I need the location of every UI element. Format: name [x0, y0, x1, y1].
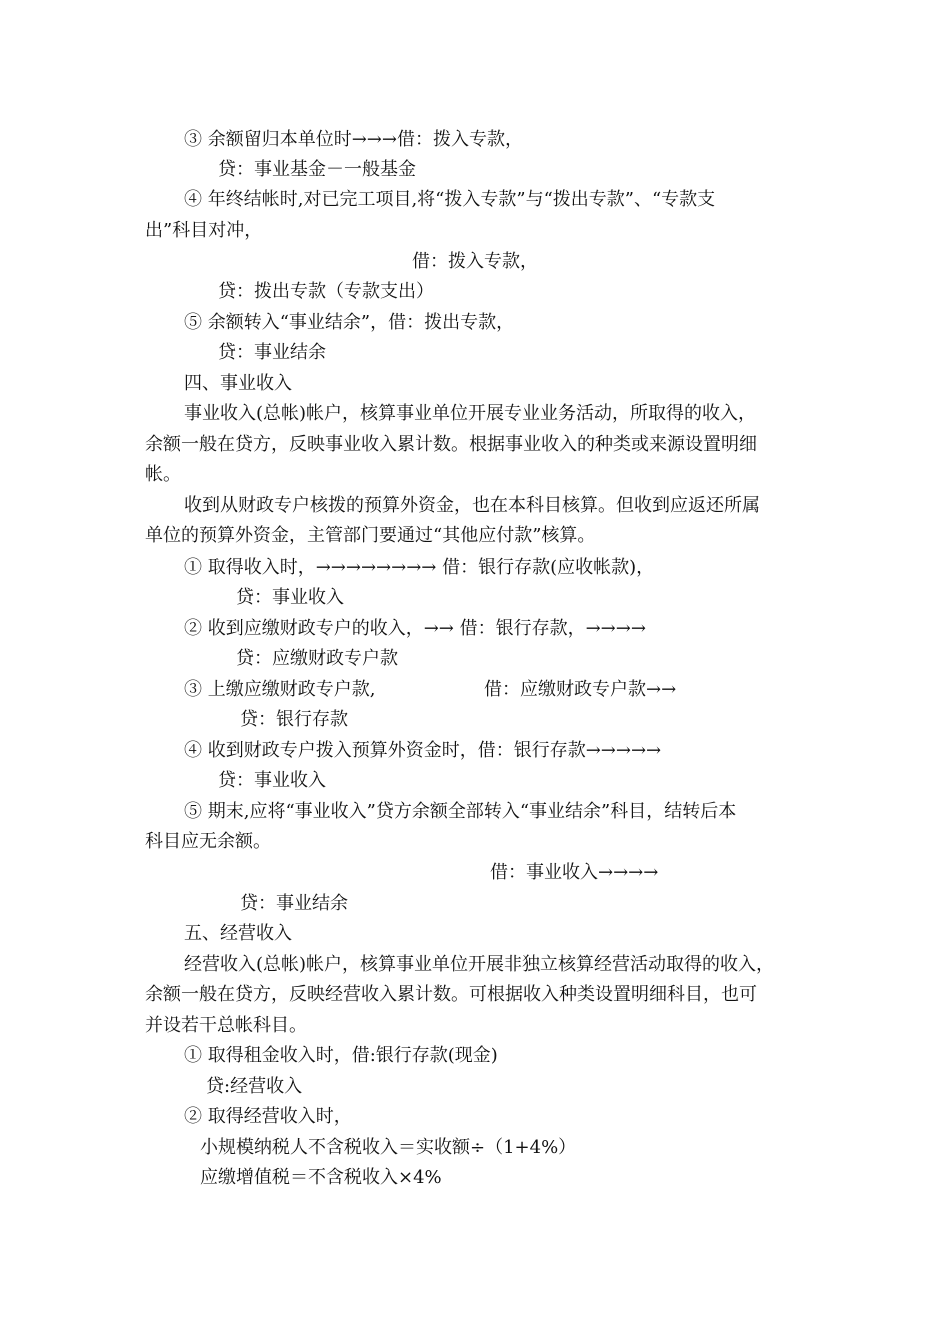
text-line: 余额一般在贷方，反映经营收入累计数。可根据收入种类设置明细科目，也可 [145, 984, 757, 1005]
text-line: ⑤ 期末,应将“事业收入”贷方余额全部转入“事业结余”科目，结转后本 [184, 801, 737, 822]
section-heading: 五、经营收入 [184, 923, 292, 944]
text-line: ⑤ 余额转入“事业结余”，借：拨出专款， [184, 312, 515, 333]
text-line: ③ 余额留归本单位时→→→借：拨入专款， [184, 129, 523, 150]
text-line: 贷：事业基金－一般基金 [218, 159, 416, 180]
text-line: 贷：拨出专款（专款支出） [218, 281, 434, 302]
text-line: 经营收入(总帐)帐户，核算事业单位开展非独立核算经营活动取得的收入， [184, 954, 775, 975]
text-line: 事业收入(总帐)帐户，核算事业单位开展专业业务活动，所取得的收入， [184, 403, 757, 424]
text-line: 贷：事业结余 [240, 893, 348, 914]
text-line: 应缴增值税＝不含税收入×4% [200, 1167, 442, 1188]
section-heading: 四、事业收入 [184, 373, 292, 394]
text-line: 借：拨入专款， [412, 251, 538, 272]
text-line: 贷:经营收入 [206, 1076, 303, 1097]
text-line: ③ 上缴应缴财政专户款, [184, 679, 376, 700]
text-line: 单位的预算外资金，主管部门要通过“其他应付款”核算。 [145, 525, 596, 546]
text-line: ② 取得经营收入时， [184, 1106, 352, 1127]
text-line: 贷：事业收入 [218, 770, 326, 791]
text-line: 贷：事业结余 [218, 342, 326, 363]
text-line: 余额一般在贷方，反映事业收入累计数。根据事业收入的种类或来源设置明细 [145, 434, 757, 455]
text-line: ① 取得租金收入时，借:银行存款(现金) [184, 1045, 498, 1066]
text-line: 借：事业收入→→→→ [490, 862, 659, 883]
text-line: 帐。 [145, 464, 181, 485]
text-line: ④ 年终结帐时,对已完工项目,将“拨入专款”与“拨出专款”、“专款支 [184, 189, 716, 210]
text-line: ② 收到应缴财政专户的收入，→→ 借：银行存款，→→→→ [184, 618, 646, 639]
text-line: ① 取得收入时，→→→→→→→→ 借：银行存款(应收帐款)， [184, 557, 655, 578]
text-line: 借：应缴财政专户款→→ [484, 679, 677, 700]
text-line: 小规模纳税人不含税收入＝实收额÷（1+4%） [200, 1137, 577, 1158]
text-line: ④ 收到财政专户拨入预算外资金时，借：银行存款→→→→→ [184, 740, 662, 761]
text-line: 贷：应缴财政专户款 [236, 648, 398, 669]
text-line: 科目应无余额。 [145, 831, 271, 852]
text-line: 收到从财政专户核拨的预算外资金，也在本科目核算。但收到应返还所属 [184, 495, 760, 516]
text-line: 并设若干总帐科目。 [145, 1015, 307, 1036]
text-line: 贷：银行存款 [240, 709, 348, 730]
text-line: 贷：事业收入 [236, 587, 344, 608]
text-line: 出”科目对冲， [145, 220, 263, 241]
